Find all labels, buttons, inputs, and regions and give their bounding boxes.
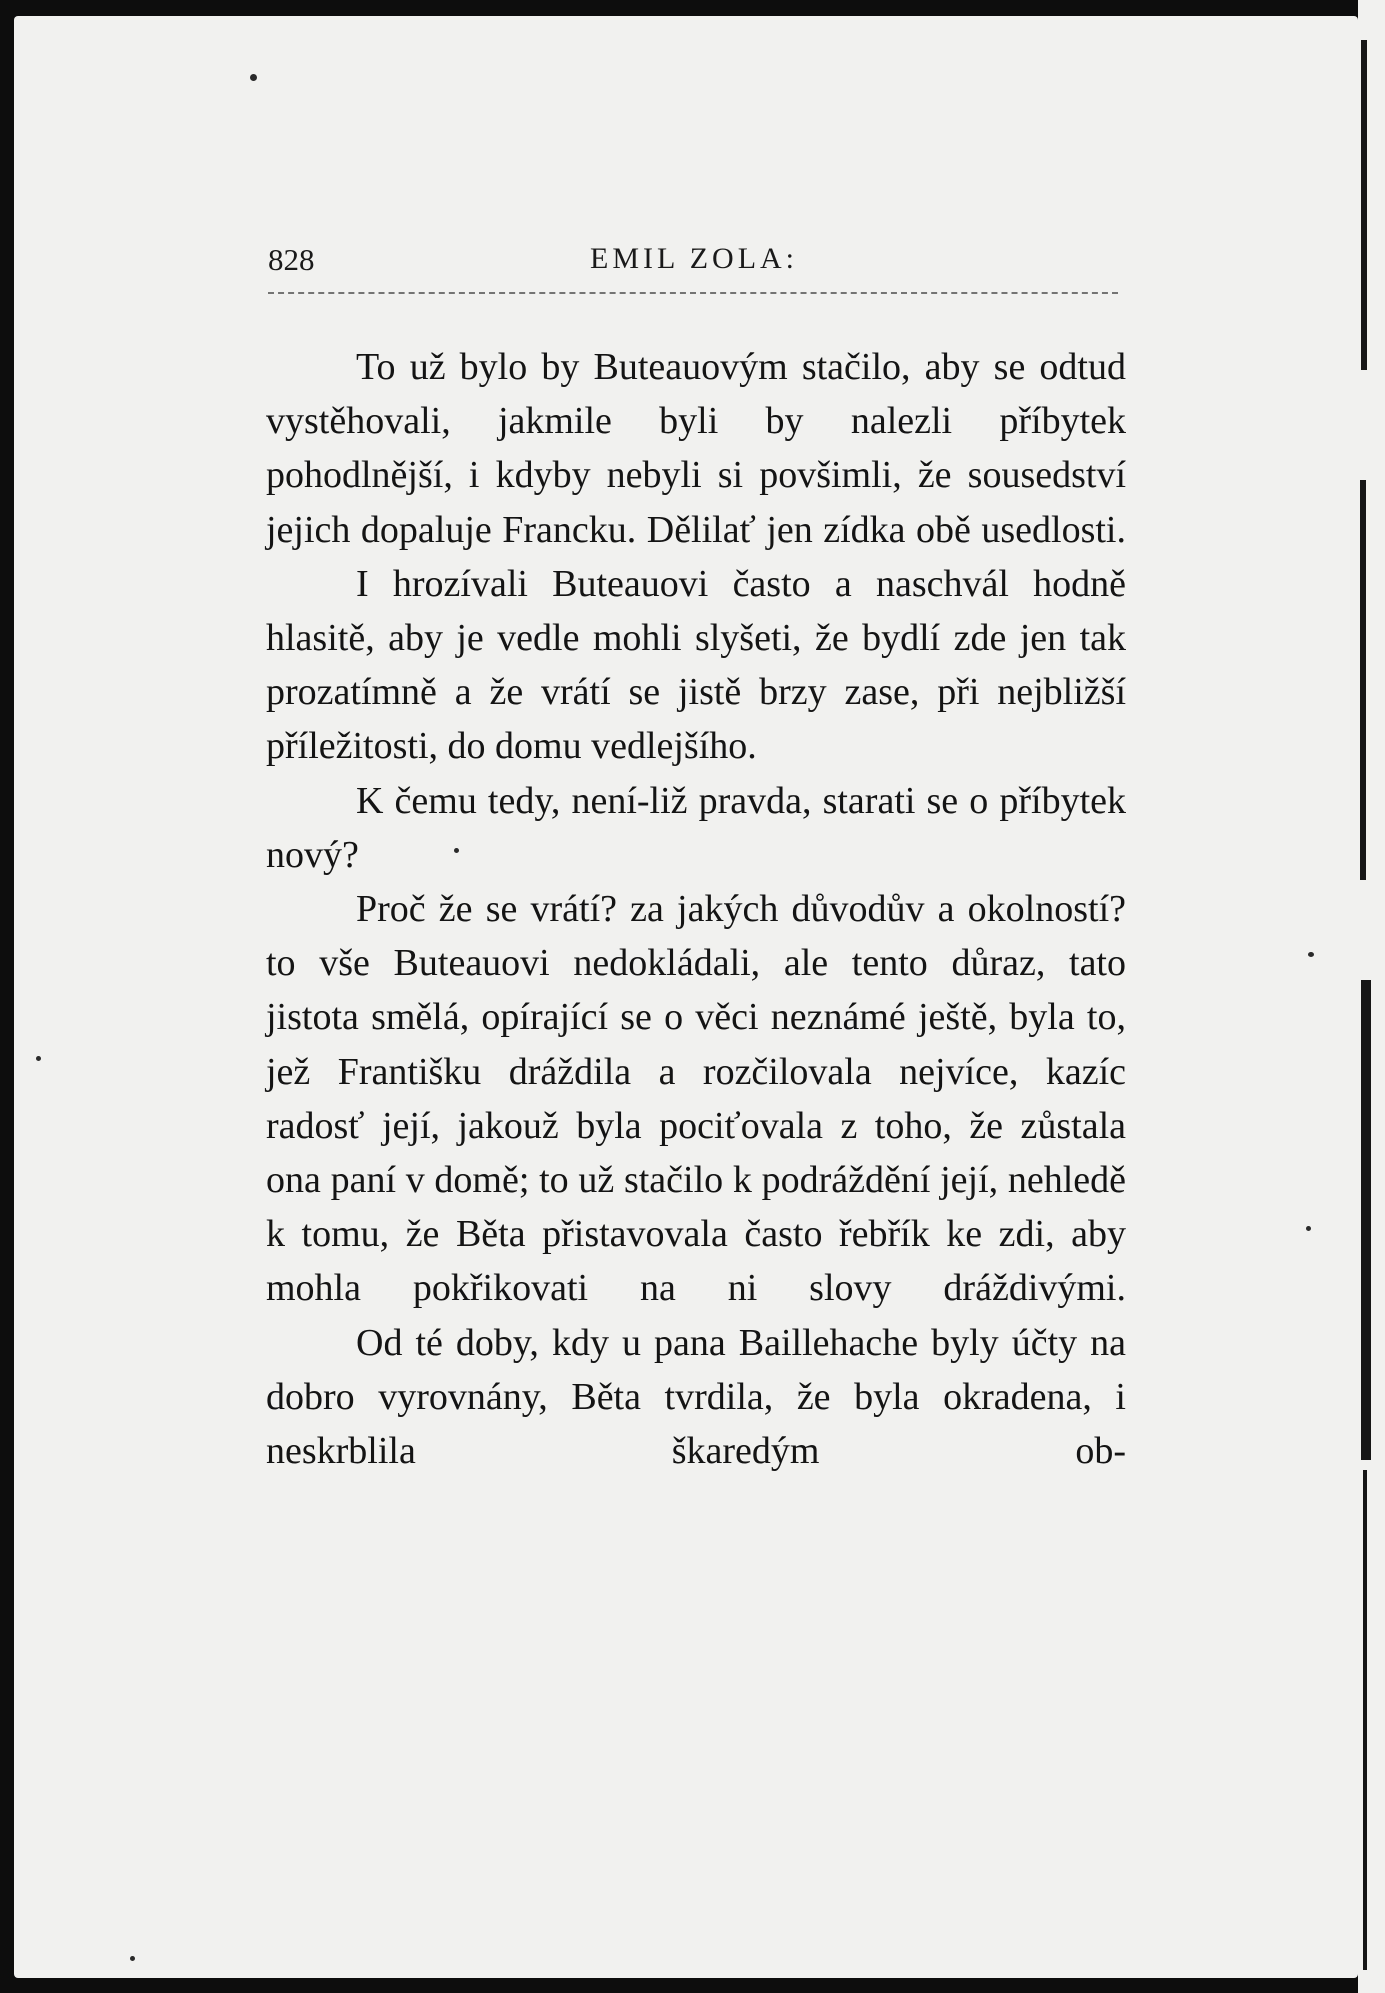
binding-shadow <box>1361 40 1367 370</box>
print-speck <box>1308 952 1314 957</box>
page-number: 828 <box>268 242 315 277</box>
paragraph: Od té doby, kdy u pana Baillehache byly účty na dobro vyrovnány, Běta tvrdila, že byla okradena, i neskrblila škaredým ob- <box>266 1321 1126 1473</box>
page-header <box>254 232 1124 288</box>
paragraph: K čemu tedy, není-liž pravda, starati se o příbytek nový? <box>266 779 1126 876</box>
running-title: EMIL ZOLA: <box>590 242 799 275</box>
body-text <box>266 340 1126 1478</box>
print-speck <box>130 1956 135 1961</box>
paragraph: I hrozívali Buteauovi často a naschvál hodně hlasitě, aby je vedle mohli slyšeti, že bydlí zde jen tak prozatímně a že vrátí se jistě brzy zase, při nejbližší příležitosti, do domu vedlejšího. <box>266 562 1126 768</box>
binding-shadow <box>1361 980 1371 1460</box>
print-speck <box>250 74 257 81</box>
binding-shadow <box>1360 480 1366 880</box>
binding-edge <box>1358 0 1385 1993</box>
book-page <box>14 16 1358 1978</box>
paragraph: To už bylo by Buteauovým stačilo, aby se odtud vystěhovali, jakmile byli by nalezli příbytek pohodlnější, i kdyby nebyli si povšimli, že sousedství jejich dopaluje Francku. Dělilať jen zídka obě usedlosti. <box>266 346 1126 551</box>
binding-shadow <box>1363 1470 1367 1970</box>
header-rule <box>268 292 1118 294</box>
print-speck <box>1306 1226 1311 1231</box>
print-speck <box>36 1056 41 1061</box>
paragraph: Proč že se vrátí? za jakých důvodův a okolností? to vše Buteauovi nedokládali, ale tento důraz, tato jistota smělá, opírající se o věci neznámé ještě, byla to, jež Františku dráždila a rozčilovala nejvíce, kazíc radosť její, jakouž byla pociťovala z toho, že zůstala ona paní v domě; to už stačilo k podráždění její, nehledě k tomu, že Běta přistavovala často řebřík ke zdi, aby mohla pokřikovati na ni slovy dráždivými. <box>266 888 1126 1310</box>
